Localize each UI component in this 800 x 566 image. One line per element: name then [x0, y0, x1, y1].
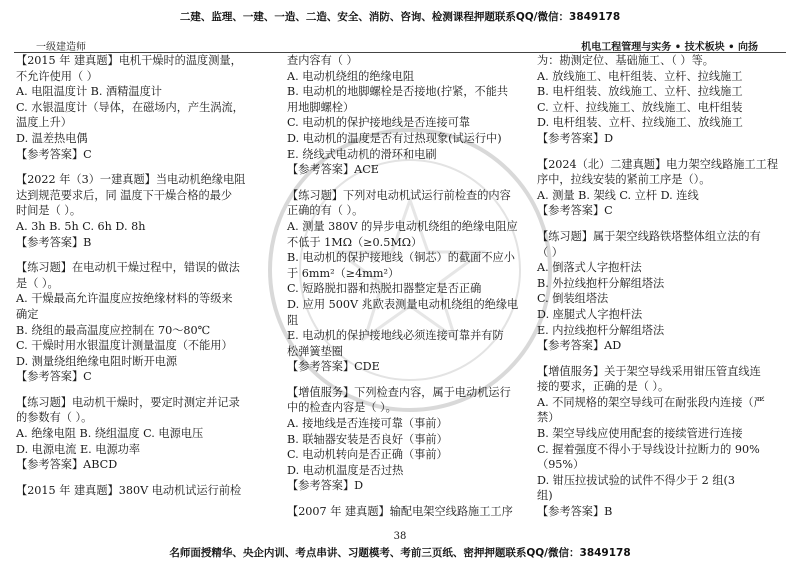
- text-line: C. 干燥时用水银温度计测量温度（不能用）: [16, 339, 233, 353]
- text-line: A. 绝缘电阻 B. 绕组温度 C. 电源电压: [16, 427, 204, 441]
- column-middle: [287, 53, 531, 520]
- text-line: C. 握着强度不得小于导线设计拉断力的 90%: [537, 442, 760, 456]
- text-line: B. 联轴器安装是否良好（事前）: [287, 432, 448, 446]
- text-line: E. 内拉线抱杆分解组塔法: [537, 323, 665, 337]
- text-line: 【参考答案】AD: [537, 339, 622, 353]
- text-line: 【练习题】下列对电动机试运行前检查的内容: [287, 188, 511, 202]
- text-line: A. 倒落式人字抱杆法: [537, 261, 642, 275]
- text-line: C. 电动机转向是否正确（事前）: [287, 448, 448, 462]
- text-line: 为：勘测定位、基础施工、（ ）等。: [537, 54, 714, 67]
- text-line: B. 架空导线应使用配套的接续管进行连接: [537, 427, 743, 441]
- text-line: 是（ ）。: [16, 276, 59, 290]
- text-line: （95%）: [537, 458, 585, 472]
- text-line: B. 绕组的最高温度应控制在 70～80℃: [16, 323, 211, 337]
- text-line: C. 立杆、拉线施工、放线施工、电杆组装: [537, 100, 743, 114]
- text-line: 用地脚螺栓）: [287, 100, 355, 114]
- text-line: D. 电源电流 E. 电源功率: [16, 442, 141, 456]
- top-banner: 二建、监理、一建、一造、二造、安全、消防、咨询、检测课程押题联系QQ/微信：3849178: [179, 11, 621, 23]
- text-line: 【增值服务】下列检查内容，属于电动机运行: [287, 385, 511, 399]
- text-line: 序中，拉线安装的紧前工序是（）。: [537, 173, 711, 187]
- text-line: 【练习题】电动机干燥时，要定时测定并记录: [16, 395, 240, 409]
- header-left: 一级建造师: [36, 42, 86, 53]
- text-line: C. 短路脱扣器和热脱扣器整定是否正确: [287, 282, 482, 296]
- text-line: 【练习题】属于架空线路铁塔整体组立法的有: [537, 229, 761, 243]
- bottom-banner: 名师面授精华、央企内训、考点串讲、习题模考、考前三页纸、密押押题联系QQ/微信：3849178: [169, 547, 631, 559]
- text-line: B. 电动机的地脚螺栓是否接地(拧紧，不能共: [287, 85, 509, 99]
- text-line: 【2007 年 建真题】输配电架空线路施工工序: [287, 505, 513, 519]
- text-line: 不低于 1MΩ（≥0.5MΩ）: [287, 235, 423, 249]
- text-line: D. 测量绕组绝缘电阻时断开电源: [16, 354, 178, 368]
- text-line: 【参考答案】C: [537, 204, 613, 218]
- text-line: （ ）: [537, 245, 563, 259]
- text-line: A. 测量 B. 架线 C. 立杆 D. 连线: [537, 188, 699, 202]
- text-line: D. 电动机温度是否过热: [287, 463, 404, 477]
- text-line: B. 外拉线抱杆分解组塔法: [537, 276, 665, 290]
- text-line: 达到规范要求后，同 温度下干燥合格的最少: [16, 188, 233, 202]
- text-line: A. 测量 380V 的异步电动机绕组的绝缘电阻应: [287, 219, 518, 233]
- text-line: 正确的有（ ）。: [287, 204, 364, 218]
- text-line: A. 3h B. 5h C. 6h D. 8h: [16, 219, 146, 233]
- text-line: 【练习题】在电动机干燥过程中，错误的做法: [16, 261, 240, 275]
- text-line: 【增值服务】关于架空导线采用钳压管直线连: [537, 364, 761, 378]
- text-line: D. 应用 500V 兆欧表测量电动机绕组的绝缘电: [287, 297, 519, 311]
- text-line: 阻: [287, 313, 299, 327]
- text-line: 【参考答案】ABCD: [16, 458, 118, 472]
- text-line: D. 电杆组装、立杆、拉线施工、放线施工: [537, 116, 743, 130]
- text-line: 【2015 年 建真题】电机干燥时的温度测量，: [16, 54, 242, 67]
- text-line: E. 电动机的保护接地线必须连接可靠并有防: [287, 329, 504, 343]
- text-line: 【参考答案】B: [16, 235, 92, 249]
- text-line: A. 接地线是否连接可靠（事前）: [287, 417, 448, 431]
- text-line: D. 温差热电偶: [16, 131, 88, 145]
- text-line: C. 倒装组塔法: [537, 292, 609, 306]
- text-line: 查内容有（ ）: [287, 54, 358, 67]
- text-line: 温度上升）: [16, 116, 72, 130]
- text-line: A. 电动机绕组的绝缘电阻: [287, 69, 415, 83]
- column-left: [16, 53, 270, 498]
- text-line: B. 电杆组装、放线施工、立杆、拉线施工: [537, 85, 743, 99]
- text-line: 【参考答案】D: [537, 131, 614, 145]
- text-line: B. 电动机的保护接地线（铜芯）的截面不应小: [287, 251, 515, 265]
- text-line: D. 电动机的温度是否有过热现象(试运行中): [287, 131, 502, 145]
- text-line: 松弹簧垫圈: [287, 344, 343, 358]
- text-line: 中的检查内容是（ ）。: [287, 401, 397, 415]
- text-line: 【2015 年 建真题】380V 电动机试运行前检: [16, 483, 242, 497]
- text-line: 不允许使用（ ）: [16, 69, 98, 83]
- text-line: E. 绕线式电动机的滑环和电刷: [287, 147, 437, 161]
- text-line: 【参考答案】C: [16, 370, 92, 384]
- text-line: 禁）: [537, 411, 560, 425]
- text-line: 【参考答案】D: [287, 479, 364, 493]
- text-line: 【2024（北）二建真题】电力架空线路施工工程: [537, 157, 779, 171]
- text-line: 【参考答案】C: [16, 147, 92, 161]
- text-line: 【参考答案】CDE: [287, 360, 380, 374]
- text-line: A. 放线施工、电杆组装、立杆、拉线施工: [537, 69, 743, 83]
- text-line: 的参数有（ ）。: [16, 411, 93, 425]
- text-line: 【2022 年（3）一建真题】当电动机绝缘电阻: [16, 173, 246, 187]
- header-right: 机电工程管理与实务 • 技术板块 • 向扬: [581, 42, 758, 53]
- text-line: C. 电动机的保护接地线是否连接可靠: [287, 116, 471, 130]
- text-line: 确定: [16, 307, 39, 321]
- text-line: 组): [537, 489, 553, 503]
- text-line: D. 座腿式人字抱杆法: [537, 307, 643, 321]
- text-line: A. 不同规格的架空导线可在耐张段内连接（严: [537, 395, 765, 409]
- text-line: A. 电阻温度计 B. 酒精温度计: [16, 85, 162, 99]
- text-line: 【参考答案】ACE: [287, 163, 379, 177]
- running-header: [14, 38, 786, 52]
- text-line: C. 水银温度计（导体，在磁场内，产生涡流，: [16, 100, 244, 114]
- text-line: 接的要求，正确的是（ ）。: [537, 380, 670, 394]
- text-line: 于 6mm²（≥4mm²）: [287, 266, 400, 280]
- text-line: 时间是（ ）。: [16, 204, 82, 218]
- text-line: A. 干燥最高允许温度应按绝缘材料的等级来: [16, 292, 233, 306]
- text-line: D. 钳压拉拔试验的试件不得少于 2 组(3: [537, 473, 736, 487]
- page-number: 38: [393, 531, 407, 542]
- column-right: [537, 53, 787, 520]
- text-line: 【参考答案】B: [537, 505, 613, 519]
